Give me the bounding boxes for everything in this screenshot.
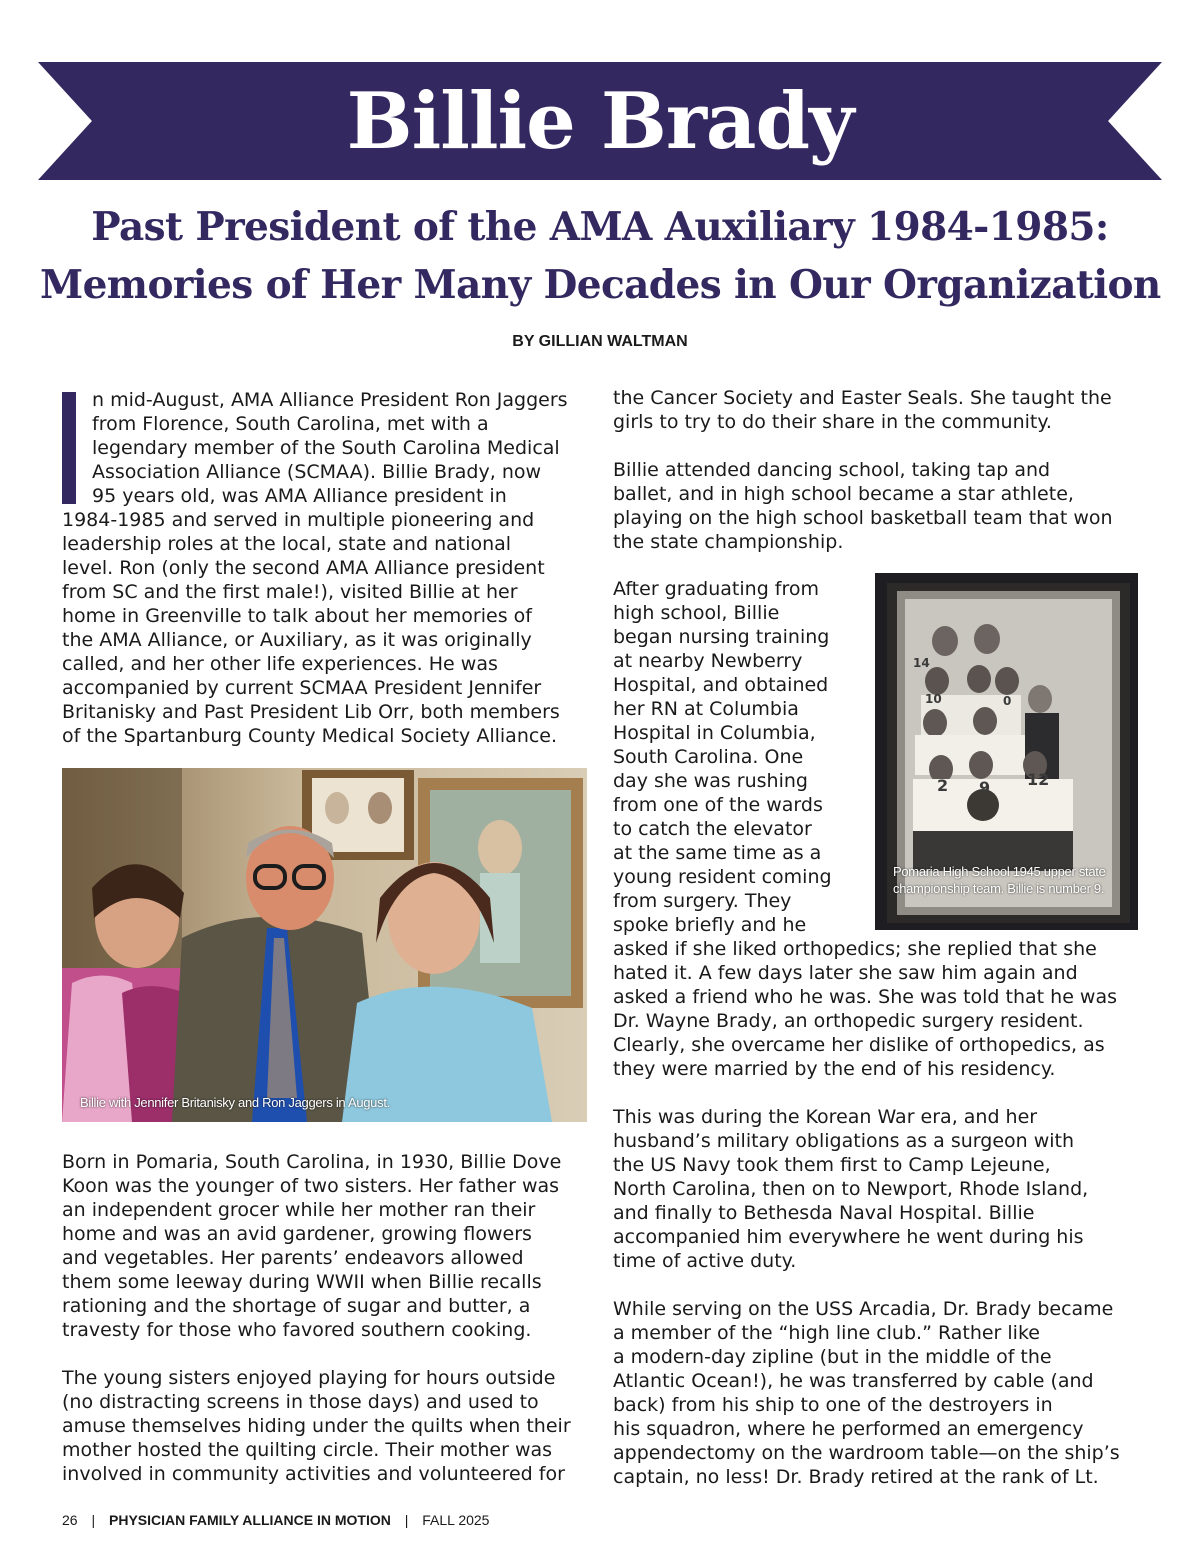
left-column-bottom [62,1150,592,1486]
community-paragraph: the Cancer Society and Easter Seals. She taught the girls to try to do their share in the community. [613,387,1112,433]
footer-separator: | [404,1512,409,1528]
sisters-paragraph: The young sisters enjoyed playing for hours outside (no distracting screens in those days) and used to amuse themselves hiding under the quilts when their mother hosted the quilting circle. Their mother was involved in community activities and volunteered for [62,1367,571,1485]
jersey-number-12: 12 [1027,770,1050,789]
nursing-paragraph-part1: After graduating from high school, Billie began nursing training at nearby Newberry Hospital, and obtained her RN at Columbia Hospital in Columbia, South Carolina. One day she was rushing from one of the wards to catch the elevator at the same time as a young resident coming from surgery. They spoke briefly and he [613,578,832,936]
nursing-paragraph-part2: asked if she liked orthopedics; she replied that she hated it. A few days later she saw him again and asked a friend who he was. She was told that he was Dr. Wayne Brady, an orthopedic surgery resident. Clearly, she overcame her dislike of orthopedics, as they were married by the end of his residency. [613,938,1118,1080]
intro-paragraph: n mid-August, AMA Alliance President Ron Jaggers from Florence, South Carolina, met with a legendary member of the South Carolina Medical Association Alliance (SCMAA). Billie Brady, now 95 years old, was AMA Alliance president in 1984-1985 and served in multiple pioneering and leadership roles at the local, state and national level. Ron (only the second AMA Alliance president from SC and the first male!), visited Billie at her home in Greenville to talk about her memories of the AMA Alliance, or Auxiliary, as it was originally called, and her other life experiences. He was accompanied by current SCMAA President Jennifer Britanisky and Past President Lib Orr, both members of the Spartanburg County Medical Society Alliance. [62,389,568,747]
jersey-number-2: 2 [937,776,949,795]
group-photo-caption: Billie with Jennifer Britanisky and Ron Jaggers in August. [80,1095,390,1110]
publication-name: PHYSICIAN FAMILY ALLIANCE IN MOTION [109,1512,391,1528]
right-column-bottom [613,937,1158,1489]
drop-cap-letter [62,392,63,393]
uss-arcadia-paragraph: While serving on the USS Arcadia, Dr. Brady became a member of the “high line club.” Rather like a modern-day zipline (but in the middle of the Atlantic Ocean!), he was transferred by cable (and back) from his ship to one of the destroyers in his squadron, where he performed an emergency appendectomy on the wardroom table—on the ship’s captain, no less! Dr. Brady retired at the rank of Lt. [613,1298,1120,1488]
page-footer [62,1512,489,1528]
issue-date: FALL 2025 [422,1512,490,1528]
jersey-number-9: 9 [979,778,991,797]
left-column-top [62,388,592,748]
dancing-paragraph: Billie attended dancing school, taking tap and ballet, and in high school became a star athlete, playing on the high school basketball team that won the state championship. [613,459,1113,553]
korean-war-paragraph: This was during the Korean War era, and her husband’s military obligations as a surgeon with the US Navy took them first to Camp Lejeune, North Carolina, then on to Newport, Rhode Island, and finally to Bethesda Naval Hospital. Billie accompanied him everywhere he went during his time of active duty. [613,1106,1089,1272]
nursing-paragraph-wrapped [613,577,853,937]
article-subtitle [40,198,1160,314]
childhood-paragraph: Born in Pomaria, South Carolina, in 1930, Billie Dove Koon was the younger of two sisters. Her father was an independent grocer while her mother ran their home and was an avid gardener, growing flowers and vegetables. Her parents’ endeavors allowed them some leeway during WWII when Billie recalls rationing and the shortage of sugar and butter, a travesty for those who favored southern cooking. [62,1151,562,1341]
byline: BY GILLIAN WALTMAN [512,333,688,350]
page-number: 26 [62,1512,78,1528]
jersey-number-0: 0 [1003,694,1012,708]
subtitle-line-1: Past President of the AMA Auxiliary 1984-1985: [91,204,1109,250]
group-photo [62,768,587,1122]
jersey-number-10: 10 [925,692,942,706]
drop-cap-bar [62,392,76,504]
group-photo-illustration [62,768,587,1122]
article-title: Billie Brady [346,75,854,167]
team-photo [875,573,1138,930]
right-column-top [613,386,1143,554]
team-photo-caption: Pomaria High School 1945 upper state championship team. Billie is number 9. [893,864,1106,896]
jersey-number-14: 14 [913,656,930,670]
subtitle-line-2: Memories of Her Many Decades in Our Organization [40,262,1161,308]
footer-separator: | [91,1512,96,1528]
